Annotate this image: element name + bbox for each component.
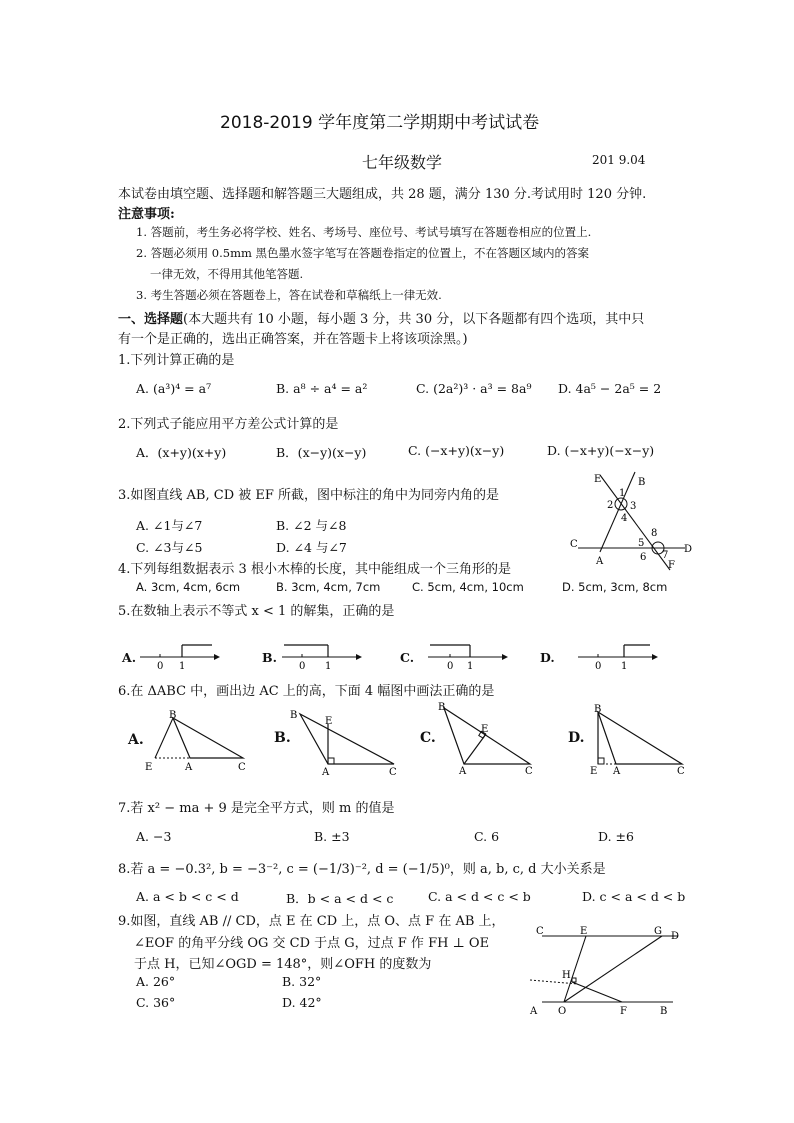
- q9-option-b: B. 32°: [282, 974, 322, 989]
- q2-option-d: D. (−x+y)(−x−y): [547, 443, 655, 458]
- q9-label-a: A: [530, 1006, 538, 1017]
- q6a-label-e: E: [145, 762, 153, 773]
- section-heading-bold: 一、选择题: [118, 312, 184, 327]
- q6-figure-b: [288, 708, 403, 778]
- q5-option-b: B.: [262, 650, 277, 665]
- q6c-label-b: B: [438, 702, 446, 713]
- q7-option-b: B. ±3: [314, 829, 350, 844]
- q8-option-d: D. c < a < d < b: [582, 889, 686, 904]
- q7-option-d: D. ±6: [598, 829, 634, 844]
- q6d-label-e: E: [590, 766, 598, 777]
- q3-label-c: C: [570, 539, 578, 550]
- q6-figure-a: [145, 710, 250, 773]
- q3-label-e: E: [594, 474, 602, 485]
- section-heading: [118, 308, 644, 327]
- q5b-tick-1: 1: [325, 661, 332, 672]
- q5c-tick-1: 1: [467, 661, 474, 672]
- q3-figure: [560, 472, 700, 572]
- q9-stem-2: ∠EOF 的角平分线 OG 交 CD 于点 G，过点 F 作 FH ⊥ OE: [134, 936, 490, 951]
- q8-option-c: C. a < d < c < b: [428, 889, 531, 904]
- q3-option-d: D. ∠4 与∠7: [276, 540, 347, 555]
- note-3: 3. 考生答题必须在答题卷上，答在试卷和草稿纸上一律无效.: [136, 288, 442, 302]
- q7-stem: 7.若 x² − ma + 9 是完全平方式，则 m 的值是: [118, 801, 395, 816]
- q9-stem: 9.如图，直线 AB // CD，点 E 在 CD 上，点 O、点 F 在 AB 上，: [118, 914, 505, 929]
- q5-option-d: D.: [540, 650, 555, 665]
- q5d-tick-1: 1: [621, 661, 628, 672]
- q2-option-a: A．(x+y)(x+y): [136, 445, 227, 460]
- q3-label-a: A: [596, 556, 604, 567]
- q3-option-b: B. ∠2 与∠8: [276, 518, 347, 533]
- q6-option-d: D.: [568, 730, 585, 746]
- q5-numberline-d: [578, 640, 658, 670]
- q1-option-c: C. (2a²)³ · a³ = 8a⁹: [416, 381, 532, 396]
- q8-option-a: A. a < b < c < d: [136, 889, 239, 904]
- q3-label-b: B: [638, 477, 646, 488]
- q4-stem: 4.下列每组数据表示 3 根小木棒的长度，其中能组成一个三角形的是: [118, 562, 511, 577]
- note-2-cont: 一律无效，不得用其他笔答题.: [150, 267, 304, 281]
- q6b-label-b: B: [290, 710, 298, 721]
- q6a-label-c: C: [238, 762, 246, 773]
- q6b-label-c: C: [389, 767, 397, 778]
- q6c-label-a: A: [459, 766, 467, 777]
- q3-label-f: F: [668, 560, 675, 571]
- q5a-tick-0: 0: [157, 661, 164, 672]
- q9-label-e: E: [580, 926, 588, 937]
- q3-label-6: 6: [640, 552, 647, 563]
- q5a-tick-1: 1: [179, 661, 186, 672]
- q9-option-d: D. 42°: [282, 995, 322, 1010]
- q6c-label-c: C: [525, 766, 533, 777]
- q4-option-b: B. 3cm, 4cm, 7cm: [276, 580, 381, 594]
- q1-option-b: B. a⁸ ÷ a⁴ = a²: [276, 381, 368, 396]
- q5-numberline-c: [428, 640, 508, 670]
- note-1: 1. 答题前，考生务必将学校、姓名、考场号、座位号、考试号填写在答题卷相应的位置上.: [136, 225, 592, 239]
- q3-label-2: 2: [607, 500, 614, 511]
- notes-title: 注意事项:: [118, 207, 175, 222]
- q9-figure: [528, 924, 688, 1016]
- q6-option-b: B.: [274, 730, 291, 746]
- q6d-label-a: A: [613, 766, 621, 777]
- q6-figure-c: [436, 702, 536, 777]
- q6b-label-a: A: [322, 767, 330, 778]
- q7-option-a: A. −3: [136, 829, 172, 844]
- q1-stem: 1.下列计算正确的是: [118, 353, 235, 368]
- q9-label-c: C: [536, 926, 544, 937]
- q6-option-a: A.: [128, 732, 144, 748]
- q9-label-f: F: [620, 1006, 627, 1017]
- q4-option-a: A. 3cm, 4cm, 6cm: [136, 580, 241, 594]
- q5-option-c: C.: [400, 650, 415, 665]
- q4-option-d: D. 5cm, 3cm, 8cm: [562, 580, 668, 594]
- q6b-label-e: E: [325, 716, 333, 727]
- q3-label-1: 1: [619, 488, 626, 499]
- q7-option-c: C. 6: [474, 829, 500, 844]
- q9-label-b: B: [660, 1006, 668, 1017]
- q8-option-b: B．b < a < d < c: [286, 891, 394, 906]
- q6d-label-c: C: [677, 766, 685, 777]
- q5-stem: 5.在数轴上表示不等式 x < 1 的解集，正确的是: [118, 604, 395, 619]
- q3-label-8: 8: [651, 528, 658, 539]
- q6-option-c: C.: [420, 730, 436, 746]
- q3-stem: 3.如图直线 AB, CD 被 EF 所截，图中标注的角中为同旁内角的是: [118, 488, 500, 503]
- q3-label-4: 4: [621, 513, 628, 524]
- section-heading-rest: (本大题共有 10 小题，每小题 3 分，共 30 分，以下各题都有四个选项，其中只: [183, 312, 645, 327]
- q6-figure-d: [588, 704, 688, 777]
- q2-stem: 2.下列式子能应用平方差公式计算的是: [118, 417, 339, 432]
- q9-label-h: H: [562, 970, 571, 981]
- exam-subject: 七年级数学: [362, 153, 443, 172]
- q1-option-d: D. 4a⁵ − 2a⁵ = 2: [558, 381, 662, 396]
- exam-title: 2018-2019 学年度第二学期期中考试试卷: [220, 113, 540, 133]
- q9-option-c: C. 36°: [136, 995, 176, 1010]
- q1-option-a: A. (a³)⁴ = a⁷: [136, 381, 212, 396]
- q6a-label-b: B: [169, 710, 177, 721]
- q5b-tick-0: 0: [299, 661, 306, 672]
- q6d-label-b: B: [594, 704, 602, 715]
- q3-label-7: 7: [662, 550, 669, 561]
- q3-label-d: D: [684, 544, 693, 555]
- q5d-tick-0: 0: [595, 661, 602, 672]
- q3-option-a: A. ∠1与∠7: [136, 518, 203, 533]
- note-2: 2. 答题必须用 0.5mm 黑色墨水签字笔写在答题卷指定的位置上，不在答题区域内的答案: [136, 246, 590, 260]
- q6c-label-e: E: [481, 724, 489, 735]
- q9-label-d: D: [671, 931, 680, 942]
- section-heading-line2: 有一个是正确的，选出正确答案，并在答题卡上将该项涂黑。): [118, 332, 468, 347]
- q3-label-5: 5: [638, 538, 645, 549]
- q6-stem: 6.在 ΔABC 中，画出边 AC 上的高，下面 4 幅图中画法正确的是: [118, 684, 495, 699]
- q2-option-b: B．(x−y)(x−y): [276, 445, 367, 460]
- q8-stem: 8.若 a = −0.3², b = −3⁻², c = (−1/3)⁻², d = (−1/5)⁰，则 a, b, c, d 大小关系是: [118, 862, 606, 877]
- q5c-tick-0: 0: [447, 661, 454, 672]
- q3-option-c: C. ∠3与∠5: [136, 540, 203, 555]
- q5-option-a: A.: [122, 650, 137, 665]
- q9-stem-3: 于点 H，已知∠OGD = 148°，则∠OFH 的度数为: [134, 957, 432, 972]
- q9-option-a: A. 26°: [136, 974, 176, 989]
- q5-numberline-b: [282, 640, 362, 670]
- q2-option-c: C. (−x+y)(x−y): [408, 443, 505, 458]
- q9-label-g: G: [654, 926, 662, 937]
- q6a-label-a: A: [185, 762, 193, 773]
- q9-label-o: O: [558, 1006, 567, 1017]
- q4-option-c: C. 5cm, 4cm, 10cm: [412, 580, 524, 594]
- exam-description: 本试卷由填空题、选择题和解答题三大题组成，共 28 题，满分 130 分.考试用时 120 分钟.: [118, 187, 647, 202]
- q3-label-3: 3: [630, 501, 637, 512]
- exam-date: 201 9.04: [592, 153, 646, 167]
- q5-numberline-a: [140, 640, 220, 670]
